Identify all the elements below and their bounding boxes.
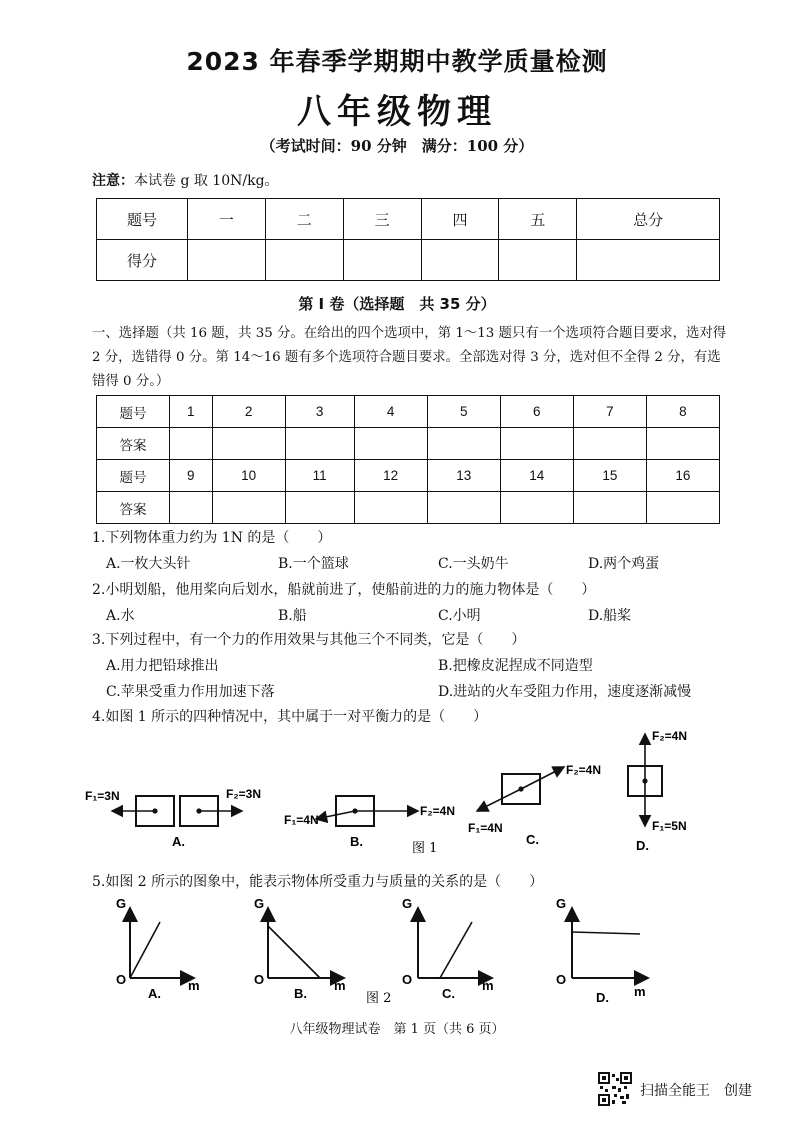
axis-y-label: G [556, 896, 567, 911]
force-label: F₂=3N [226, 787, 262, 801]
graph-label: C. [442, 986, 455, 1001]
section-title: 第 I 卷（选择题 共 35 分） [298, 295, 496, 313]
answer-cell[interactable] [646, 428, 719, 460]
score-header-cell: 二 [265, 199, 343, 240]
option-c: C.一头奶牛 [438, 556, 509, 572]
answer-number: 9 [170, 460, 213, 492]
score-header-row [97, 199, 720, 240]
option-a: A.一枚大头针 [106, 556, 191, 572]
graph-label: B. [294, 986, 307, 1001]
answer-cell[interactable] [354, 428, 427, 460]
question-3: 3.下列过程中，有一个力的作用效果与其他三个不同类，它是（ ） [92, 632, 526, 648]
figure-label: A. [172, 834, 185, 849]
graph-a [116, 896, 200, 1001]
force-label: F₁=4N [468, 821, 503, 835]
scanner-watermark: 扫描全能王 创建 [640, 1083, 752, 1099]
graph-d [556, 896, 648, 1005]
score-cell[interactable] [343, 240, 421, 281]
answer-label: 题号 [97, 460, 170, 492]
score-header-cell: 四 [421, 199, 499, 240]
answer-number: 7 [573, 396, 646, 428]
question-1: 1.下列物体重力约为 1N 的是（ ） [92, 530, 332, 546]
section-instructions: 一、选择题（共 16 题，共 35 分。在给出的四个选项中，第 1～13 题只有一个选项符合题目要求，选对得 2 分，选错得 0 分。第 14～16 题有多个选项符合题目要求。全部选对得 3 分，选对但不全得 2 分，有选错得 0 分。） [92, 326, 727, 389]
answer-number: 6 [500, 396, 573, 428]
force-label: F₂=4N [652, 729, 688, 743]
score-table [96, 198, 720, 281]
force-label: F₁=4N [284, 813, 319, 827]
figure-1-c [468, 763, 601, 847]
answer-row [97, 428, 720, 460]
answer-cell[interactable] [646, 492, 719, 524]
answer-number: 10 [212, 460, 285, 492]
figure-label: B. [350, 834, 363, 849]
answer-number-row [97, 396, 720, 428]
axis-y-label: G [116, 896, 127, 911]
graph-c [402, 896, 494, 1001]
answer-number: 16 [646, 460, 719, 492]
answer-number: 11 [285, 460, 354, 492]
score-cell[interactable] [188, 240, 266, 281]
option-b: B.船 [278, 608, 307, 624]
answer-number: 4 [354, 396, 427, 428]
page-footer: 八年级物理试卷 第 1 页（共 6 页） [289, 1022, 505, 1037]
answer-number: 14 [500, 460, 573, 492]
answer-number: 3 [285, 396, 354, 428]
option-b: B.一个篮球 [278, 556, 349, 572]
figure-label: D. [636, 838, 649, 853]
axis-x-label: m [634, 984, 646, 999]
option-d: D.船桨 [588, 608, 632, 624]
answer-cell[interactable] [285, 428, 354, 460]
score-header-cell: 五 [499, 199, 577, 240]
answer-number: 15 [573, 460, 646, 492]
answer-number-row [97, 460, 720, 492]
score-cell[interactable] [421, 240, 499, 281]
axis-x-label: m [334, 978, 346, 993]
origin-label: O [116, 972, 127, 987]
answer-table [96, 395, 720, 524]
answer-cell[interactable] [427, 428, 500, 460]
answer-cell[interactable] [354, 492, 427, 524]
answer-cell[interactable] [427, 492, 500, 524]
figure-1 [80, 722, 720, 862]
option-d: D.进站的火车受阻力作用，速度逐渐减慢 [438, 684, 692, 700]
force-label: F₁=5N [652, 819, 687, 833]
graph-label: A. [148, 986, 161, 1001]
force-label: F₂=4N [566, 763, 602, 777]
figure-2-caption: 图 2 [366, 991, 392, 1006]
axis-y-label: G [402, 896, 413, 911]
figure-2 [100, 892, 660, 1012]
answer-cell[interactable] [573, 428, 646, 460]
axis-x-label: m [482, 978, 494, 993]
answer-cell[interactable] [500, 428, 573, 460]
figure-1-caption: 图 1 [412, 841, 438, 856]
score-cell[interactable] [499, 240, 577, 281]
answer-cell[interactable] [500, 492, 573, 524]
answer-label: 题号 [97, 396, 170, 428]
answer-label: 答案 [97, 492, 170, 524]
question-2: 2.小明划船，他用桨向后划水，船就前进了，使船前进的力的施力物体是（ ） [92, 582, 596, 598]
exam-title: 2023 年春季学期期中教学质量检测 [186, 47, 608, 76]
score-row [97, 240, 720, 281]
answer-cell[interactable] [212, 428, 285, 460]
score-header-cell: 一 [188, 199, 266, 240]
figure-1-a [85, 787, 261, 849]
graph-b [254, 896, 346, 1001]
axis-x-label: m [188, 978, 200, 993]
answer-row [97, 492, 720, 524]
note [92, 170, 279, 190]
answer-cell[interactable] [573, 492, 646, 524]
figure-label: C. [526, 832, 539, 847]
score-cell[interactable] [265, 240, 343, 281]
origin-label: O [254, 972, 265, 987]
answer-number: 13 [427, 460, 500, 492]
qr-code-icon [598, 1072, 632, 1106]
score-cell[interactable] [577, 240, 720, 281]
origin-label: O [402, 972, 413, 987]
score-header-cell: 总分 [577, 199, 720, 240]
axis-y-label: G [254, 896, 265, 911]
figure-1-d [628, 729, 687, 853]
note-label: 注意： [92, 173, 134, 189]
option-c: C.小明 [438, 608, 481, 624]
answer-number: 12 [354, 460, 427, 492]
answer-number: 2 [212, 396, 285, 428]
answer-number: 8 [646, 396, 719, 428]
option-c: C.苹果受重力作用加速下落 [106, 684, 275, 700]
subject-title: 八年级物理 [297, 92, 497, 132]
answer-cell[interactable] [170, 492, 213, 524]
exam-info: （考试时间：90 分钟 满分：100 分） [260, 137, 534, 155]
score-header-cell: 三 [343, 199, 421, 240]
score-row-label: 得分 [97, 240, 188, 281]
answer-cell[interactable] [170, 428, 213, 460]
origin-label: O [556, 972, 567, 987]
note-text: 本试卷 g 取 10N/kg。 [134, 173, 279, 189]
option-a: A.水 [106, 608, 135, 624]
answer-number: 5 [427, 396, 500, 428]
answer-cell[interactable] [285, 492, 354, 524]
question-5: 5.如图 2 所示的图象中，能表示物体所受重力与质量的关系的是（ ） [92, 874, 544, 890]
graph-label: D. [596, 990, 609, 1005]
force-label: F₂=4N [420, 804, 456, 818]
force-label: F₁=3N [85, 789, 120, 803]
option-b: B.把橡皮泥捏成不同造型 [438, 658, 593, 674]
option-d: D.两个鸡蛋 [588, 556, 660, 572]
answer-label: 答案 [97, 428, 170, 460]
option-a: A.用力把铅球推出 [106, 658, 219, 674]
score-header-cell: 题号 [97, 199, 188, 240]
answer-cell[interactable] [212, 492, 285, 524]
question-4: 4.如图 1 所示的四种情况中，其中属于一对平衡力的是（ ） [92, 709, 488, 725]
answer-number: 1 [170, 396, 213, 428]
